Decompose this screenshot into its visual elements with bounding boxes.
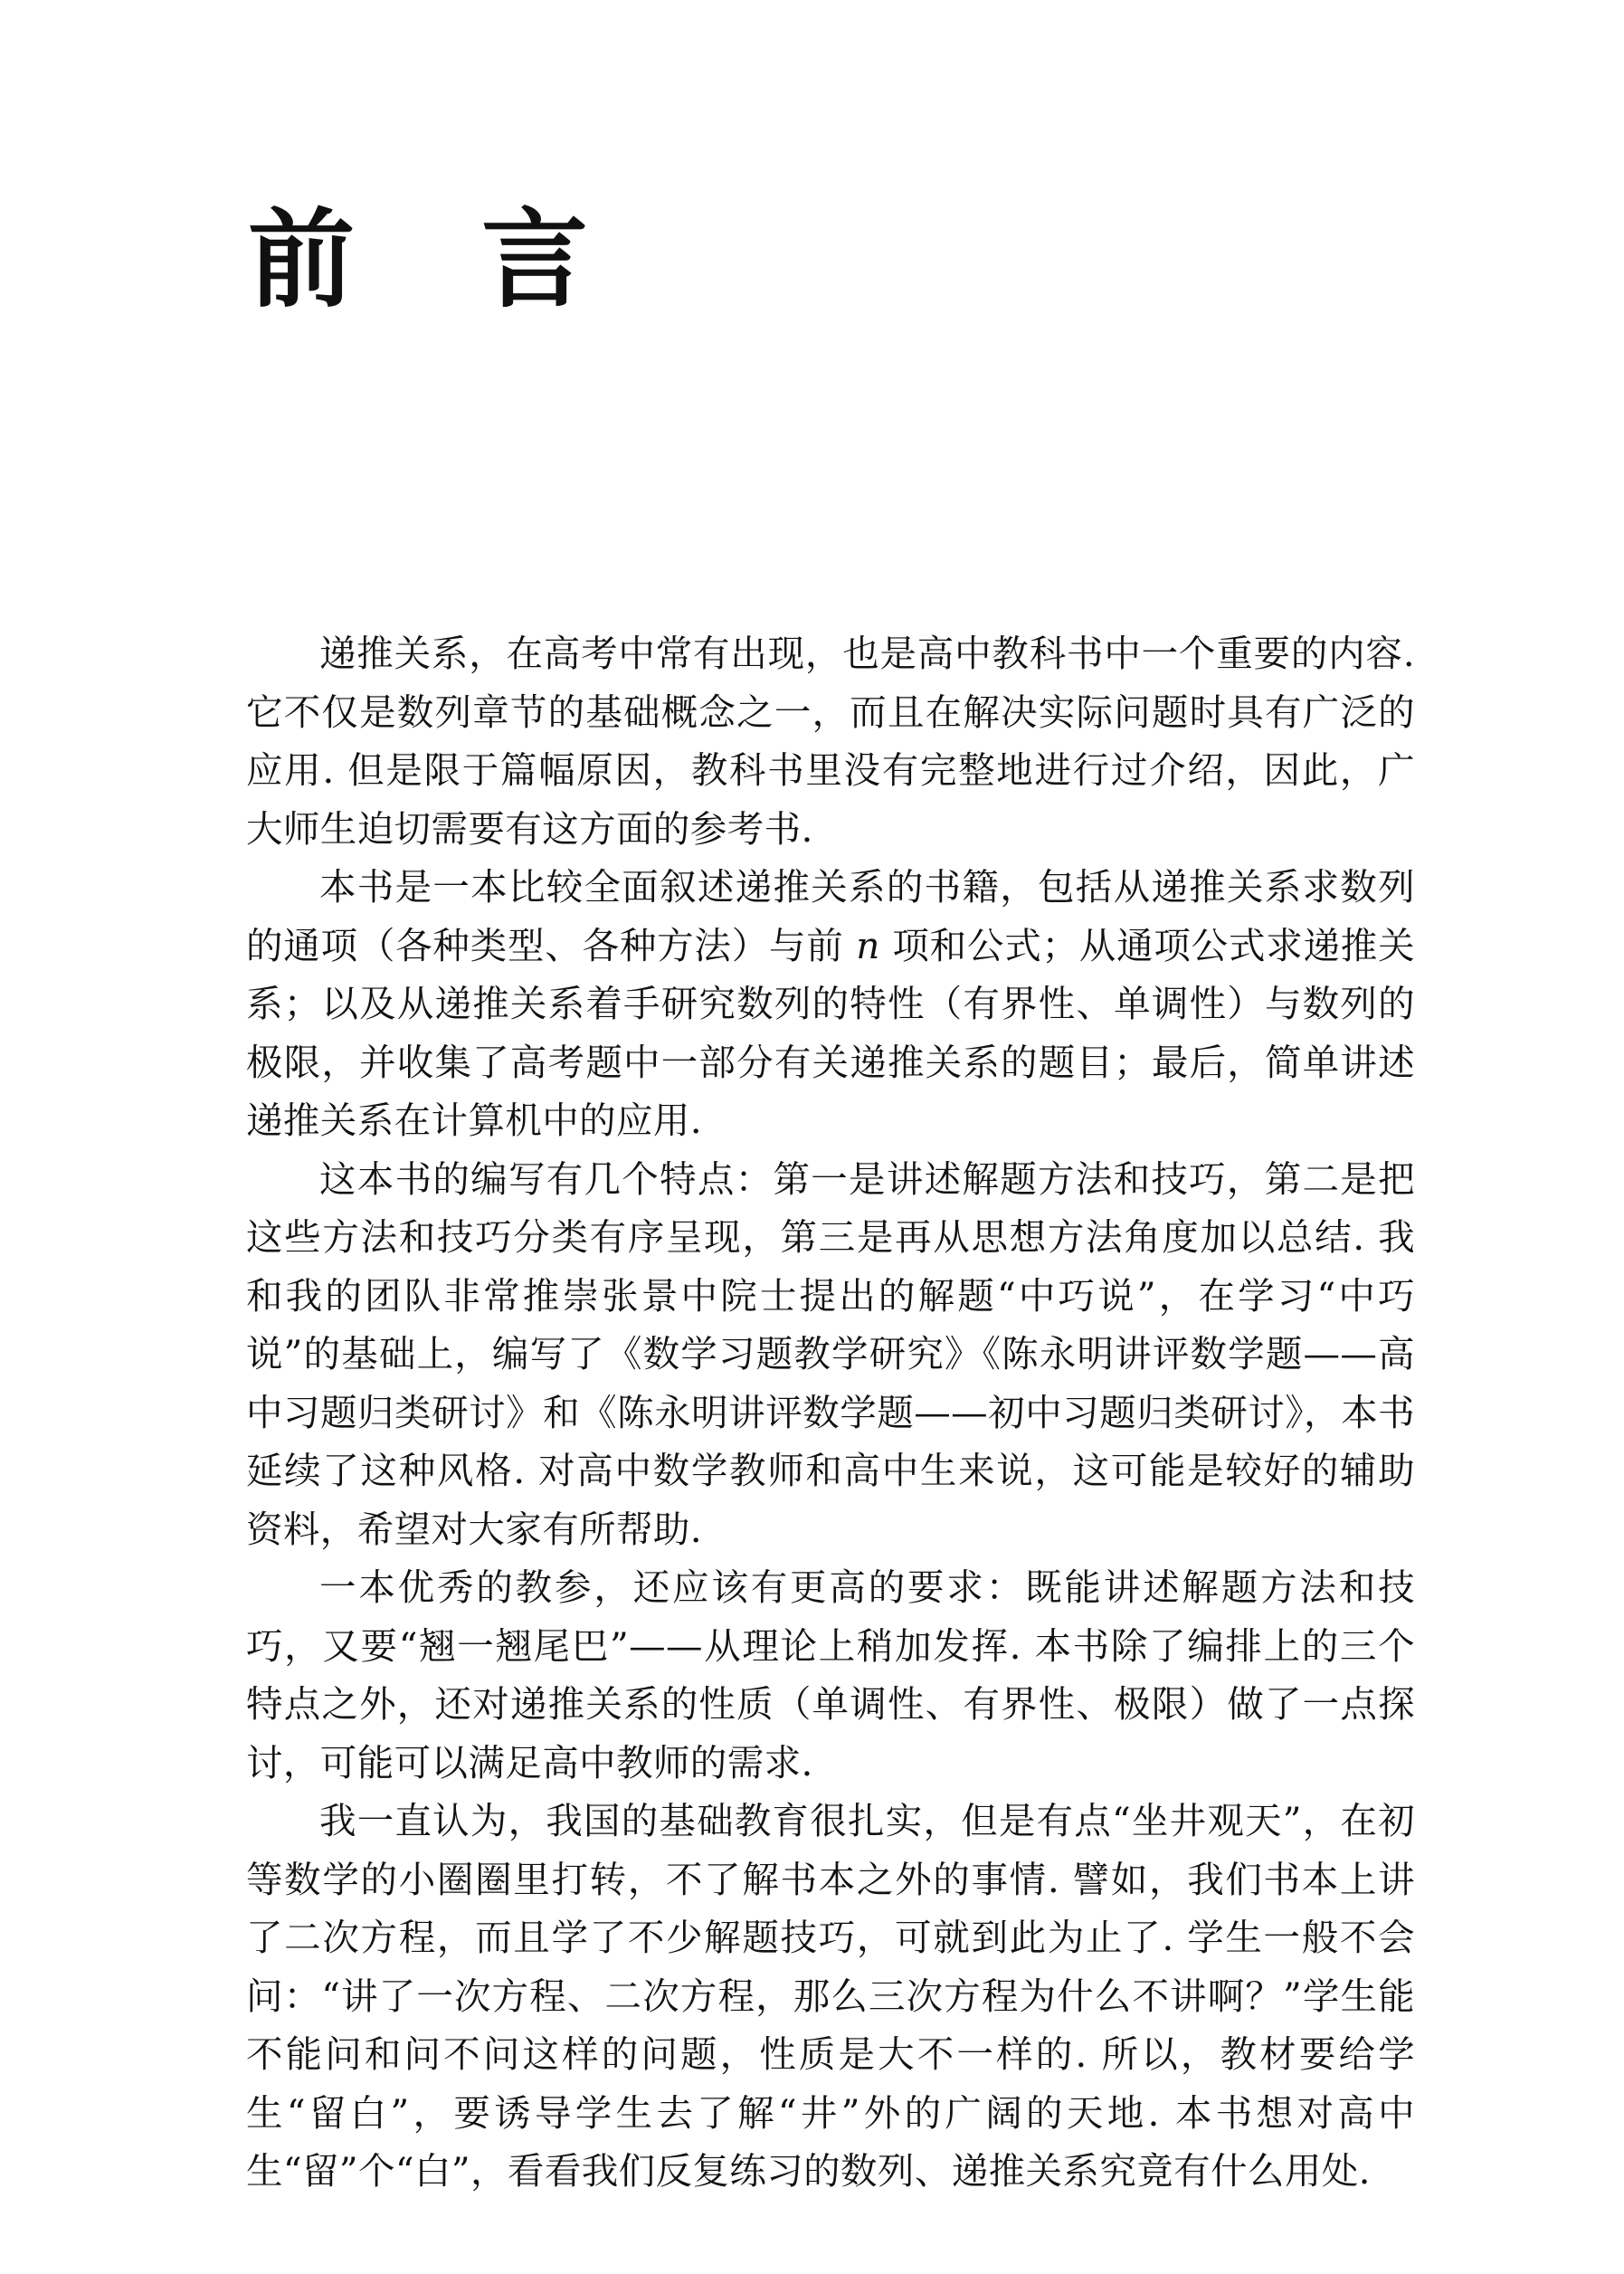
paragraph-2-part-b: 项和公式；从通项公式求递推关系；以及从递推关系着手研究数列的特性（有界性、单调性）与数列的极限，并收集了高考题中一部分有关递推关系的题目；最后，简单讲述递推关系在计算机中的应用. <box>246 923 1415 1142</box>
paragraph-2 <box>246 858 1415 1150</box>
paragraph-3: 这本书的编写有几个特点：第一是讲述解题方法和技巧，第二是把这些方法和技巧分类有序呈现，第三是再从思想方法角度加以总结. 我和我的团队非常推崇张景中院士提出的解题“中巧说”，在学习“中巧说”的基础上，编写了《数学习题教学研究》《陈永明讲评数学题——高中习题归类研讨》和《陈永明讲评数学题——初中习题归类研讨》，本书延续了这种风格. 对高中数学教师和高中生来说，这可能是较好的辅助资料，希望对大家有所帮助. <box>246 1156 1415 1551</box>
preface-body <box>246 624 1415 2201</box>
title-char-2: 言 <box>481 196 589 322</box>
page-title <box>248 196 589 322</box>
paragraph-5: 我一直认为，我国的基础教育很扎实，但是有点“坐井观天”，在初等数学的小圈圈里打转，不了解书本之外的事情. 譬如，我们书本上讲了二次方程，而且学了不少解题技巧，可就到此为止了. 学生一般不会问：“讲了一次方程、二次方程，那么三次方程为什么不讲啊？”学生能不能问和问不问这样的问题，性质是大不一样的. 所以，教材要给学生“留白”，要诱导学生去了解“井”外的广阔的天地. 本书想对高中生“留”个“白”，看看我们反复练习的数列、递推关系究竟有什么用处. <box>246 1799 1415 2193</box>
title-char-1: 前 <box>248 196 356 322</box>
paragraph-4: 一本优秀的教参，还应该有更高的要求：既能讲述解题方法和技巧，又要“翘一翘尾巴”——从理论上稍加发挥. 本书除了编排上的三个特点之外，还对递推关系的性质（单调性、有界性、极限）做了一点探讨，可能可以满足高中教师的需求. <box>246 1565 1415 1784</box>
paragraph-1: 递推关系，在高考中常有出现，也是高中教科书中一个重要的内容. 它不仅是数列章节的基础概念之一，而且在解决实际问题时具有广泛的应用. 但是限于篇幅原因，教科书里没有完整地进行过介绍，因此，广大师生迫切需要有这方面的参考书. <box>246 632 1415 851</box>
math-variable-n: n <box>856 923 880 967</box>
paragraph-2-part-a: 本书是一本比较全面叙述递推关系的书籍，包括从递推关系求数列的通项（各种类型、各种方法）与前 <box>246 865 1415 967</box>
